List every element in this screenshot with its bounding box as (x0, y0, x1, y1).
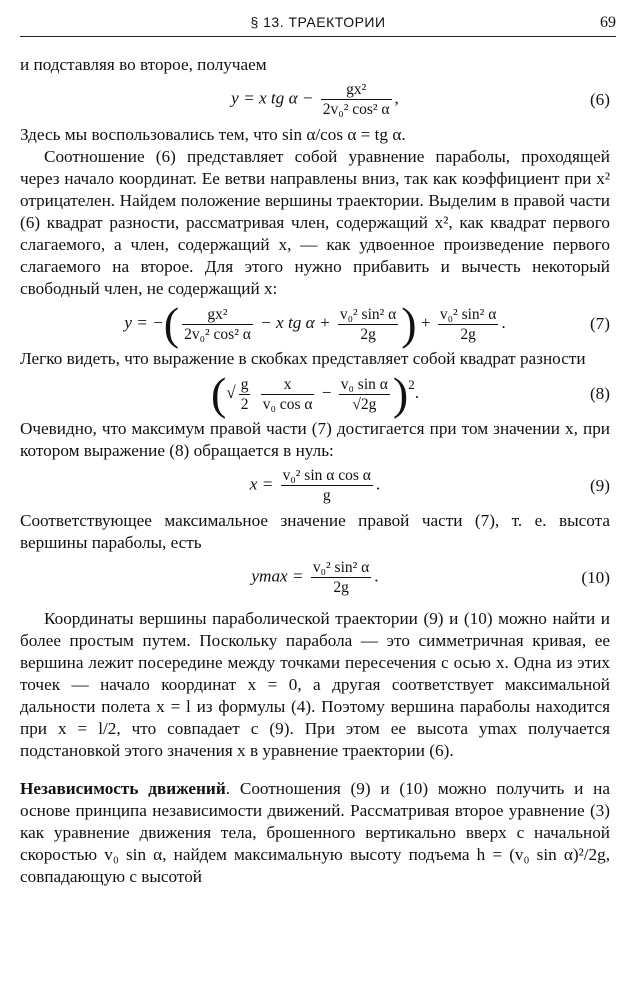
page-body (20, 54, 610, 888)
eq7-right-paren: ) (401, 298, 417, 349)
intro-text: и подставляя во второе, получаем (20, 55, 267, 74)
equation-7 (20, 298, 610, 349)
header-title: § 13. ТРАЕКТОРИИ (250, 14, 386, 30)
eq8-fraction-2 (339, 375, 390, 414)
eq9-denominator: g (281, 485, 373, 505)
eq8-number: (8) (589, 384, 610, 404)
eq9-lhs: x = (249, 474, 274, 494)
equation-10 (20, 558, 610, 598)
eq8-tail: . (414, 383, 420, 402)
page-number: 69 (600, 14, 616, 31)
eq9-numerator: v₀² sin α cos α (282, 467, 371, 485)
eq10-number: (10) (581, 568, 610, 588)
paragraph-square-difference: Легко видеть, что выражение в скобках представляет собой квадрат разности (20, 349, 586, 368)
eq6-lhs: y = x tg α − (231, 88, 314, 108)
eq9-number: (9) (589, 476, 610, 496)
eq8-sqrt-sign: √ (226, 383, 236, 402)
eq6-fraction (321, 80, 392, 119)
eq10-numerator: v₀² sin² α (312, 559, 370, 577)
paragraph-vertex: Координаты вершины параболической траектории (9) и (10) можно найти и более простым путем. Поскольку парабола — это симметричная кривая, ее вершина лежит посередине между точками пересечения с осью x. Одна из этих точек — начало координат x = 0, а другая соответствует максимальной дальности полета x = l из формулы (4). Поэтому вершина параболы находится при x = l/2, что совпадает с (9). При этом ее высота ymax получается подстановкой этого значения x в уравнение траектории (6). (20, 609, 610, 761)
eq8-f2-den: √2g (339, 394, 390, 414)
section-text: . Соотношения (9) и (10) можно получить и на основе принципа независимости движений. Рассматривая второе уравнение (3) как уравнение движения тела, брошенного вертикально вверх с начальной скоростью v₀ sin α, найдем максимальную высоту подъема h = (v₀ sin α)²/2g, совпадающую с высотой (20, 779, 610, 887)
eq7-plus: + (420, 312, 431, 332)
eq8-sqrt-fraction (239, 375, 251, 414)
eq7-number: (7) (589, 314, 610, 333)
eq8-sqrt-num: g (240, 375, 249, 393)
eq7-lhs: y = − (124, 312, 164, 332)
eq8-f1-num: x (283, 375, 292, 393)
eq7-f1-den: 2v₀² cos² α (184, 325, 251, 343)
paragraph-independence (20, 778, 610, 888)
eq6-denominator: 2v₀² cos² α (322, 101, 390, 118)
eq6-numerator: gx² (346, 81, 367, 98)
eq7-mid: − x tg α + (260, 312, 331, 332)
eq10-lhs: ymax = (251, 566, 304, 586)
eq7-fraction-2 (338, 305, 398, 344)
eq8-left-paren: ( (210, 368, 227, 420)
eq7-fraction-3 (438, 305, 498, 344)
eq7-f1-num: gx² (207, 305, 228, 323)
eq10-fraction (311, 558, 371, 597)
eq6-number: (6) (589, 90, 610, 109)
after-eq6-text: Здесь мы воспользовались тем, что sin α/cos α = tg α. (20, 125, 406, 144)
eq8-minus: − (321, 383, 332, 402)
eq8-fraction-1 (261, 375, 315, 414)
paragraph-height: Соответствующее максимальное значение правой части (7), т. е. высота вершины параболы, есть (20, 511, 610, 553)
eq7-left-paren: ( (163, 298, 180, 349)
eq7-f2-num: v₀² sin² α (339, 305, 397, 323)
paragraph-parabola: Соотношение (6) представляет собой уравнение параболы, проходящей через начало координат. Ее ветви направлены вниз, так как коэффициент при x² отрицателен. Найдем положение вершины траектории. Выделим в правой части (6) квадрат разности, рассматривая член, содержащий x², как квадрат первого слагаемого, а член, содержащий x, — как удвоенное произведение первого слагаемого на второе. Для этого нужно прибавить и вычесть некоторый свободный член, не содержащий x: (20, 147, 610, 298)
eq8-f2-num: v₀ sin α (340, 375, 388, 393)
eq7-f3-num: v₀² sin² α (439, 305, 497, 323)
eq10-tail: . (374, 566, 379, 586)
eq8-sqrt-den: 2 (240, 395, 249, 413)
eq8-right-paren: ) (392, 368, 409, 420)
eq6-tail: , (394, 88, 399, 108)
eq9-tail: . (375, 474, 381, 494)
section-title: Независимость движений (20, 779, 226, 799)
paragraph-maximum: Очевидно, что максимум правой части (7) достигается при том значении x, при котором выражение (8) обращается в нуль: (20, 419, 610, 461)
eq7-fraction-1 (182, 305, 253, 344)
eq10-denominator: 2g (311, 577, 371, 597)
eq9-fraction (281, 466, 373, 505)
eq8-power: 2 (408, 377, 415, 392)
equation-6 (20, 80, 610, 120)
eq8-f1-den: v₀ cos α (262, 395, 313, 413)
running-header (20, 10, 616, 37)
equation-8 (20, 368, 610, 420)
equation-9 (20, 466, 610, 506)
eq7-f2-den: 2g (338, 324, 398, 344)
eq7-f3-den: 2g (438, 324, 498, 344)
eq7-tail: . (501, 312, 506, 332)
